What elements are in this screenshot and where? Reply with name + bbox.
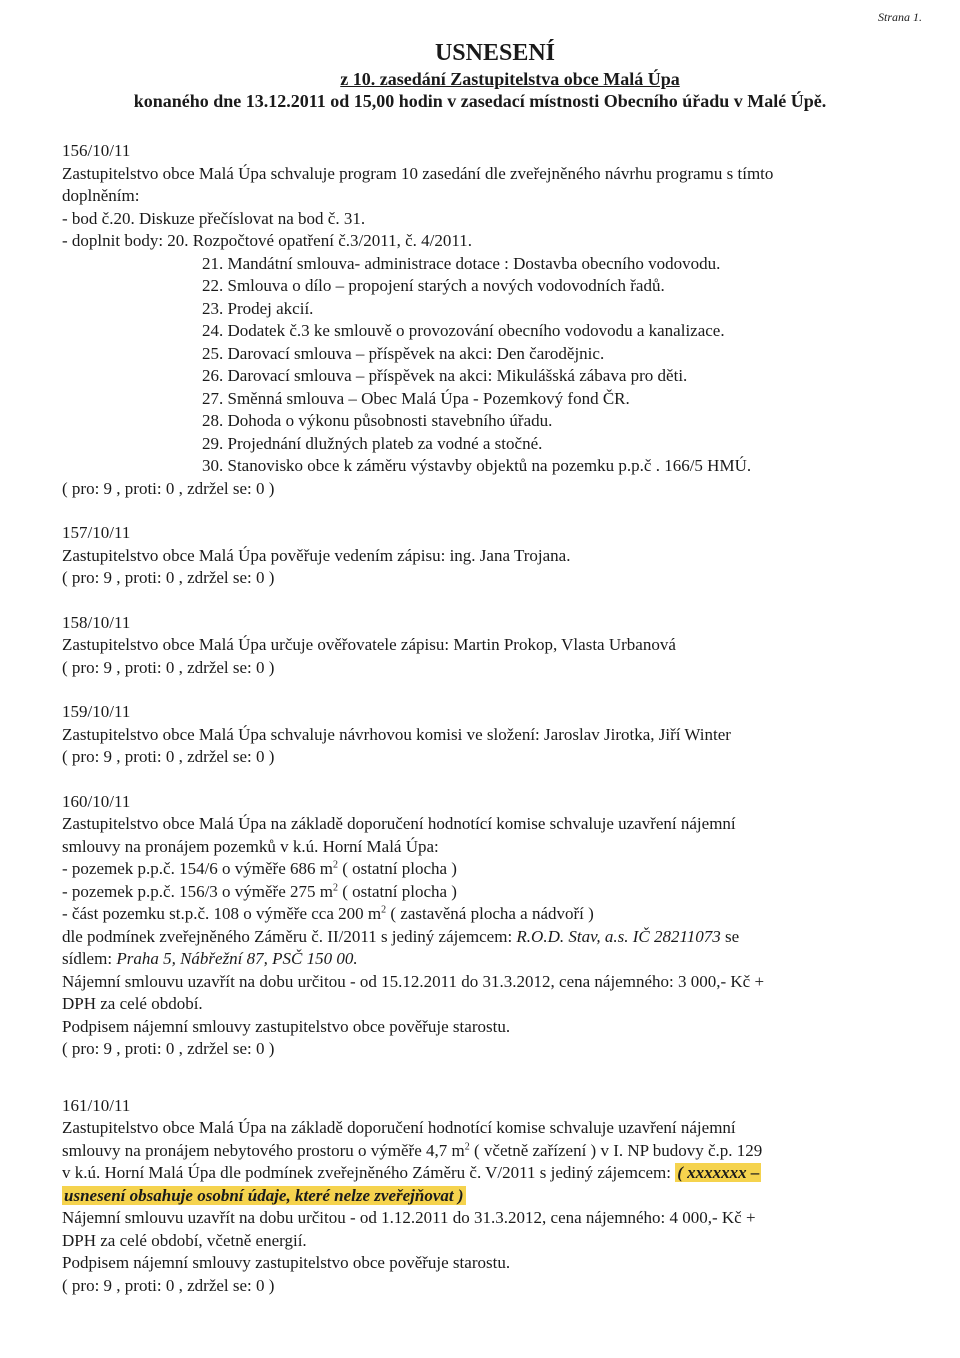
resolution-text: - doplnit body: 20. Rozpočtové opatření č.3/2011, č. 4/2011. [62,231,472,250]
resolution-text: DPH za celé období, včetně energií. [62,1230,307,1250]
parcel-note: ( ostatní plocha ) [338,859,457,878]
resolution-161 [62,1095,902,1298]
parcel-text: - pozemek p.p.č. 154/6 o výměře 686 m [62,859,333,878]
resolution-text: Zastupitelstvo obce Malá Úpa na základě doporučení hodnotící komise schvaluje uzavření nájemní [62,1118,736,1137]
resolution-158 [62,612,902,680]
parcel-text: - pozemek p.p.č. 156/3 o výměře 275 m [62,881,333,901]
resolution-text: Podpisem nájemní smlouvy zastupitelstvo obce pověřuje starostu. [62,1016,511,1036]
resolution-text [62,926,902,949]
resolution-number: 159/10/11 [62,702,131,721]
text-part: v k.ú. Horní Malá Úpa dle podmínek zveřejněného Záměru č. V/2011 s jediný zájemcem: [62,1163,676,1182]
resolution-160 [62,791,902,1061]
program-item: 23. Prodej akcií. [202,298,314,318]
vote-result: ( pro: 9 , proti: 0 , zdržel se: 0 ) [62,478,275,498]
resolution-text: doplněním: [62,186,140,205]
text-part: dle podmínek zveřejněného Záměru č. II/2011 s jediný zájemcem: [62,926,517,946]
resolution-text: Zastupitelstvo obce Malá Úpa na základě doporučení hodnotící komise schvaluje uzavření nájemní [62,814,736,833]
page-number: Strana 1. [877,10,922,24]
program-item: 28. Dohoda o výkonu působnosti stavebního úřadu. [202,411,553,430]
program-item: 22. Smlouva o dílo – propojení starých a nových vodovodních řadů. [202,276,665,295]
resolution-159 [62,701,902,769]
superscript: 2 [464,1140,470,1152]
text-part: se [720,926,740,946]
parcel-note: ( zastavěná plocha a nádvoří ) [386,904,594,923]
resolution-text: DPH za celé období. [62,994,203,1013]
resolution-text: Podpisem nájemní smlouvy zastupitelstvo obce pověřuje starostu. [62,1253,511,1272]
resolutions-body [62,140,902,1297]
vote-result: ( pro: 9 , proti: 0 , zdržel se: 0 ) [62,568,275,587]
vote-result: ( pro: 9 , proti: 0 , zdržel se: 0 ) [62,657,275,677]
parcel-item [62,858,902,881]
resolution-text: Zastupitelstvo obce Malá Úpa schvaluje návrhovou komisi ve složení: Jaroslav Jirotka, Jiří Winter [62,724,731,744]
text-part: sídlem: [62,949,117,968]
program-item: 30. Stanovisko obce k záměru výstavby objektů na pozemku p.p.č . 166/5 HMÚ. [202,456,752,475]
tenant-name: R.O.D. Stav, a.s. IČ 28211073 [516,926,721,946]
resolution-text: - bod č.20. Diskuze přečíslovat na bod č. 31. [62,208,366,228]
resolution-text: Zastupitelstvo obce Malá Úpa určuje ověřovatele zápisu: Martin Prokop, Vlasta Urbanová [62,635,676,654]
vote-result: ( pro: 9 , proti: 0 , zdržel se: 0 ) [62,747,275,766]
meeting-info: konaného dne 13.12.2011 od 15,00 hodin v zasedací místnosti Obecního úřadu v Malé Úpě. [133,91,827,111]
program-item: 24. Dodatek č.3 ke smlouvě o provozování obecního vodovodu a kanalizace. [202,321,725,340]
resolution-number: 160/10/11 [62,791,131,811]
resolution-number: 161/10/11 [62,1095,131,1115]
resolution-156 [62,140,902,500]
resolution-text [62,1140,902,1163]
program-item: 25. Darovací smlouva – příspěvek na akci: Den čarodějnic. [202,343,605,363]
resolution-157 [62,522,902,590]
superscript: 2 [333,859,338,871]
resolution-number: 158/10/11 [62,612,131,632]
resolution-text [62,948,902,971]
resolution-text [62,1185,902,1208]
resolution-number: 156/10/11 [62,141,131,160]
superscript: 2 [381,904,387,916]
vote-result: ( pro: 9 , proti: 0 , zdržel se: 0 ) [62,1275,275,1295]
text-part: ( včetně zařízení ) v I. NP budovy č.p. 129 [469,1140,763,1160]
parcel-note: ( ostatní plocha ) [338,881,457,901]
program-item: 29. Projednání dlužných plateb za vodné a stočné. [202,433,543,453]
redaction-note: usnesení obsahuje osobní údaje, které nelze zveřejňovat ) [64,1185,464,1205]
vote-result: ( pro: 9 , proti: 0 , zdržel se: 0 ) [62,1039,275,1058]
resolution-text: Nájemní smlouvu uzavřít na dobu určitou - od 15.12.2011 do 31.3.2012, cena nájemného: 3 000,- Kč + [62,971,765,991]
resolution-text: Zastupitelstvo obce Malá Úpa pověřuje vedením zápisu: ing. Jana Trojana. [62,545,571,565]
resolution-text [62,1162,902,1185]
parcel-item [62,881,902,904]
program-item: 27. Směnná smlouva – Obec Malá Úpa - Pozemkový fond ČR. [202,388,630,408]
resolution-text: smlouvy na pronájem pozemků v k.ú. Horní Malá Úpa: [62,836,439,856]
text-part: smlouvy na pronájem nebytového prostoru o výměře 4,7 m [62,1140,465,1160]
program-item: 21. Mandátní smlouva- administrace dotace : Dostavba obecního vodovodu. [202,253,721,273]
parcel-text: - část pozemku st.p.č. 108 o výměře cca 200 m [62,904,382,923]
document-header [0,38,960,112]
superscript: 2 [333,881,338,893]
tenant-address: Praha 5, Nábřežní 87, PSČ 150 00. [116,949,358,968]
document-title: USNESENÍ [434,40,556,66]
program-item: 26. Darovací smlouva – příspěvek na akci: Mikulášská zábava pro děti. [202,366,688,385]
resolution-text: Zastupitelstvo obce Malá Úpa schvaluje program 10 zasedání dle zveřejněného návrhu programu s tímto [62,163,774,183]
redacted-highlight: ( xxxxxxx – [677,1163,760,1182]
resolution-text: Nájemní smlouvu uzavřít na dobu určitou - od 1.12.2011 do 31.3.2012, cena nájemného: 4 000,- Kč + [62,1208,756,1227]
parcel-item [62,903,902,926]
resolution-number: 157/10/11 [62,523,131,542]
document-subtitle: z 10. zasedání Zastupitelstva obce Malá Úpa [340,69,680,89]
